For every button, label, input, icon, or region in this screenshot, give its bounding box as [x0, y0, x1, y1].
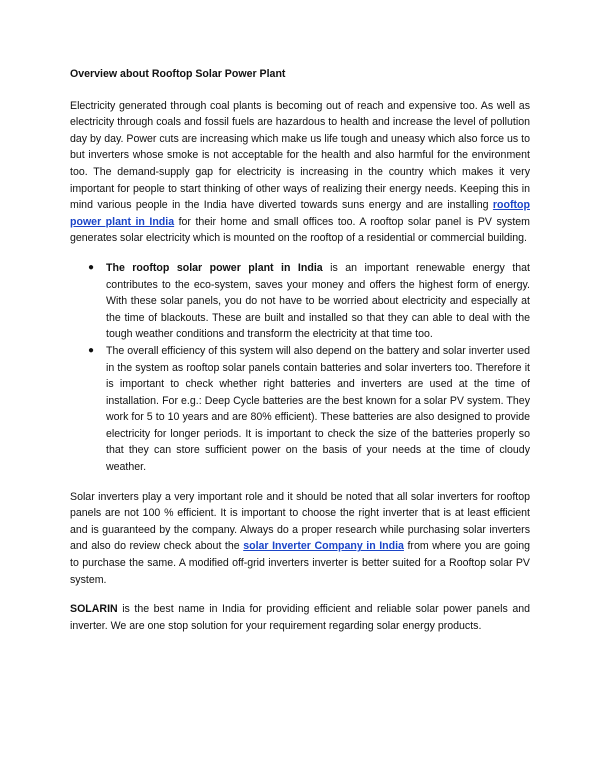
bullet-text: is an important renewable energy that contributes to the eco-system, saves your money and offers the highest form of energy. With these solar panels, you do not have to be worried about electricity and especially at the time of blackouts. These are built and installed so that they can able to deal with the tough weather conditions and transform the electricity at that time too. [106, 261, 530, 341]
bullet-bold-lead: The rooftop solar power plant in India [106, 261, 323, 274]
bullet-list [70, 260, 530, 476]
brand-name: SOLARIN [70, 603, 118, 616]
bullet-icon: ● [88, 344, 95, 356]
document-page [70, 66, 530, 647]
rooftop-power-plant-link[interactable]: rooftop power plant in India [70, 199, 530, 228]
inverters-text-after-link: from where you are going to purchase the same. A modified off-grid inverters inverter is better suited for a Rooftop solar PV system. [70, 540, 531, 586]
bullet-text: The overall efficiency of this system will also depend on the battery and solar inverter used in the system as rooftop solar panels contain batteries and solar inverters too. Therefore it is important to check whether right batteries and inverters are used at the time of installation. For e.g.: Deep Cycle batteries are the best known for a solar PV system. They work for 5 to 10 years and are 80% efficient). These batteries are also designed to provide electricity for longer periods. It is important to check the size of the batteries properly so that they can store sufficient power on the basis of your needs at the time of cloudy weather. [106, 344, 530, 474]
bullet-icon: ● [88, 261, 95, 273]
inverters-text-before-link: Solar inverters play a very important role and it should be noted that all solar inverters for rooftop panels are not 100 % efficient. It is important to choose the right inverter that is at least efficient and is guaranteed by the company. Always do a proper research while purchasing solar inverters and also do review check about the [70, 490, 530, 553]
intro-text-after-link: for their home and small offices too. A rooftop solar panel is PV system generates solar electricity which is mounted on the rooftop of a residential or commercial building. [70, 215, 531, 245]
closing-text: is the best name in India for providing efficient and reliable solar power panels and inverter. We are one stop solution for your requirement regarding solar energy products. [70, 603, 530, 632]
intro-text-before-link: Electricity generated through coal plants is becoming out of reach and expensive too. As well as electricity through coals and fossil fuels are hazardous to health and increase the level of pollution day by day. Power cuts are increasing which make us life tough and uneasy which also force us to but inverters whose smoke is not acceptable for the health and also harmful for the environment too. The demand-supply gap for electricity is increasing in the country which makes it very important for people to start thinking of other ways of realizing their energy needs. Keeping this in mind various people in the India have diverted towards suns energy and are installing [70, 99, 530, 212]
inverters-paragraph [70, 489, 530, 589]
document-title: Overview about Rooftop Solar Power Plant [70, 68, 286, 80]
closing-paragraph [70, 601, 530, 634]
intro-paragraph [70, 98, 530, 247]
list-item [70, 343, 530, 476]
list-item [70, 260, 530, 343]
solar-inverter-company-link[interactable]: solar Inverter Company in India [243, 540, 404, 553]
